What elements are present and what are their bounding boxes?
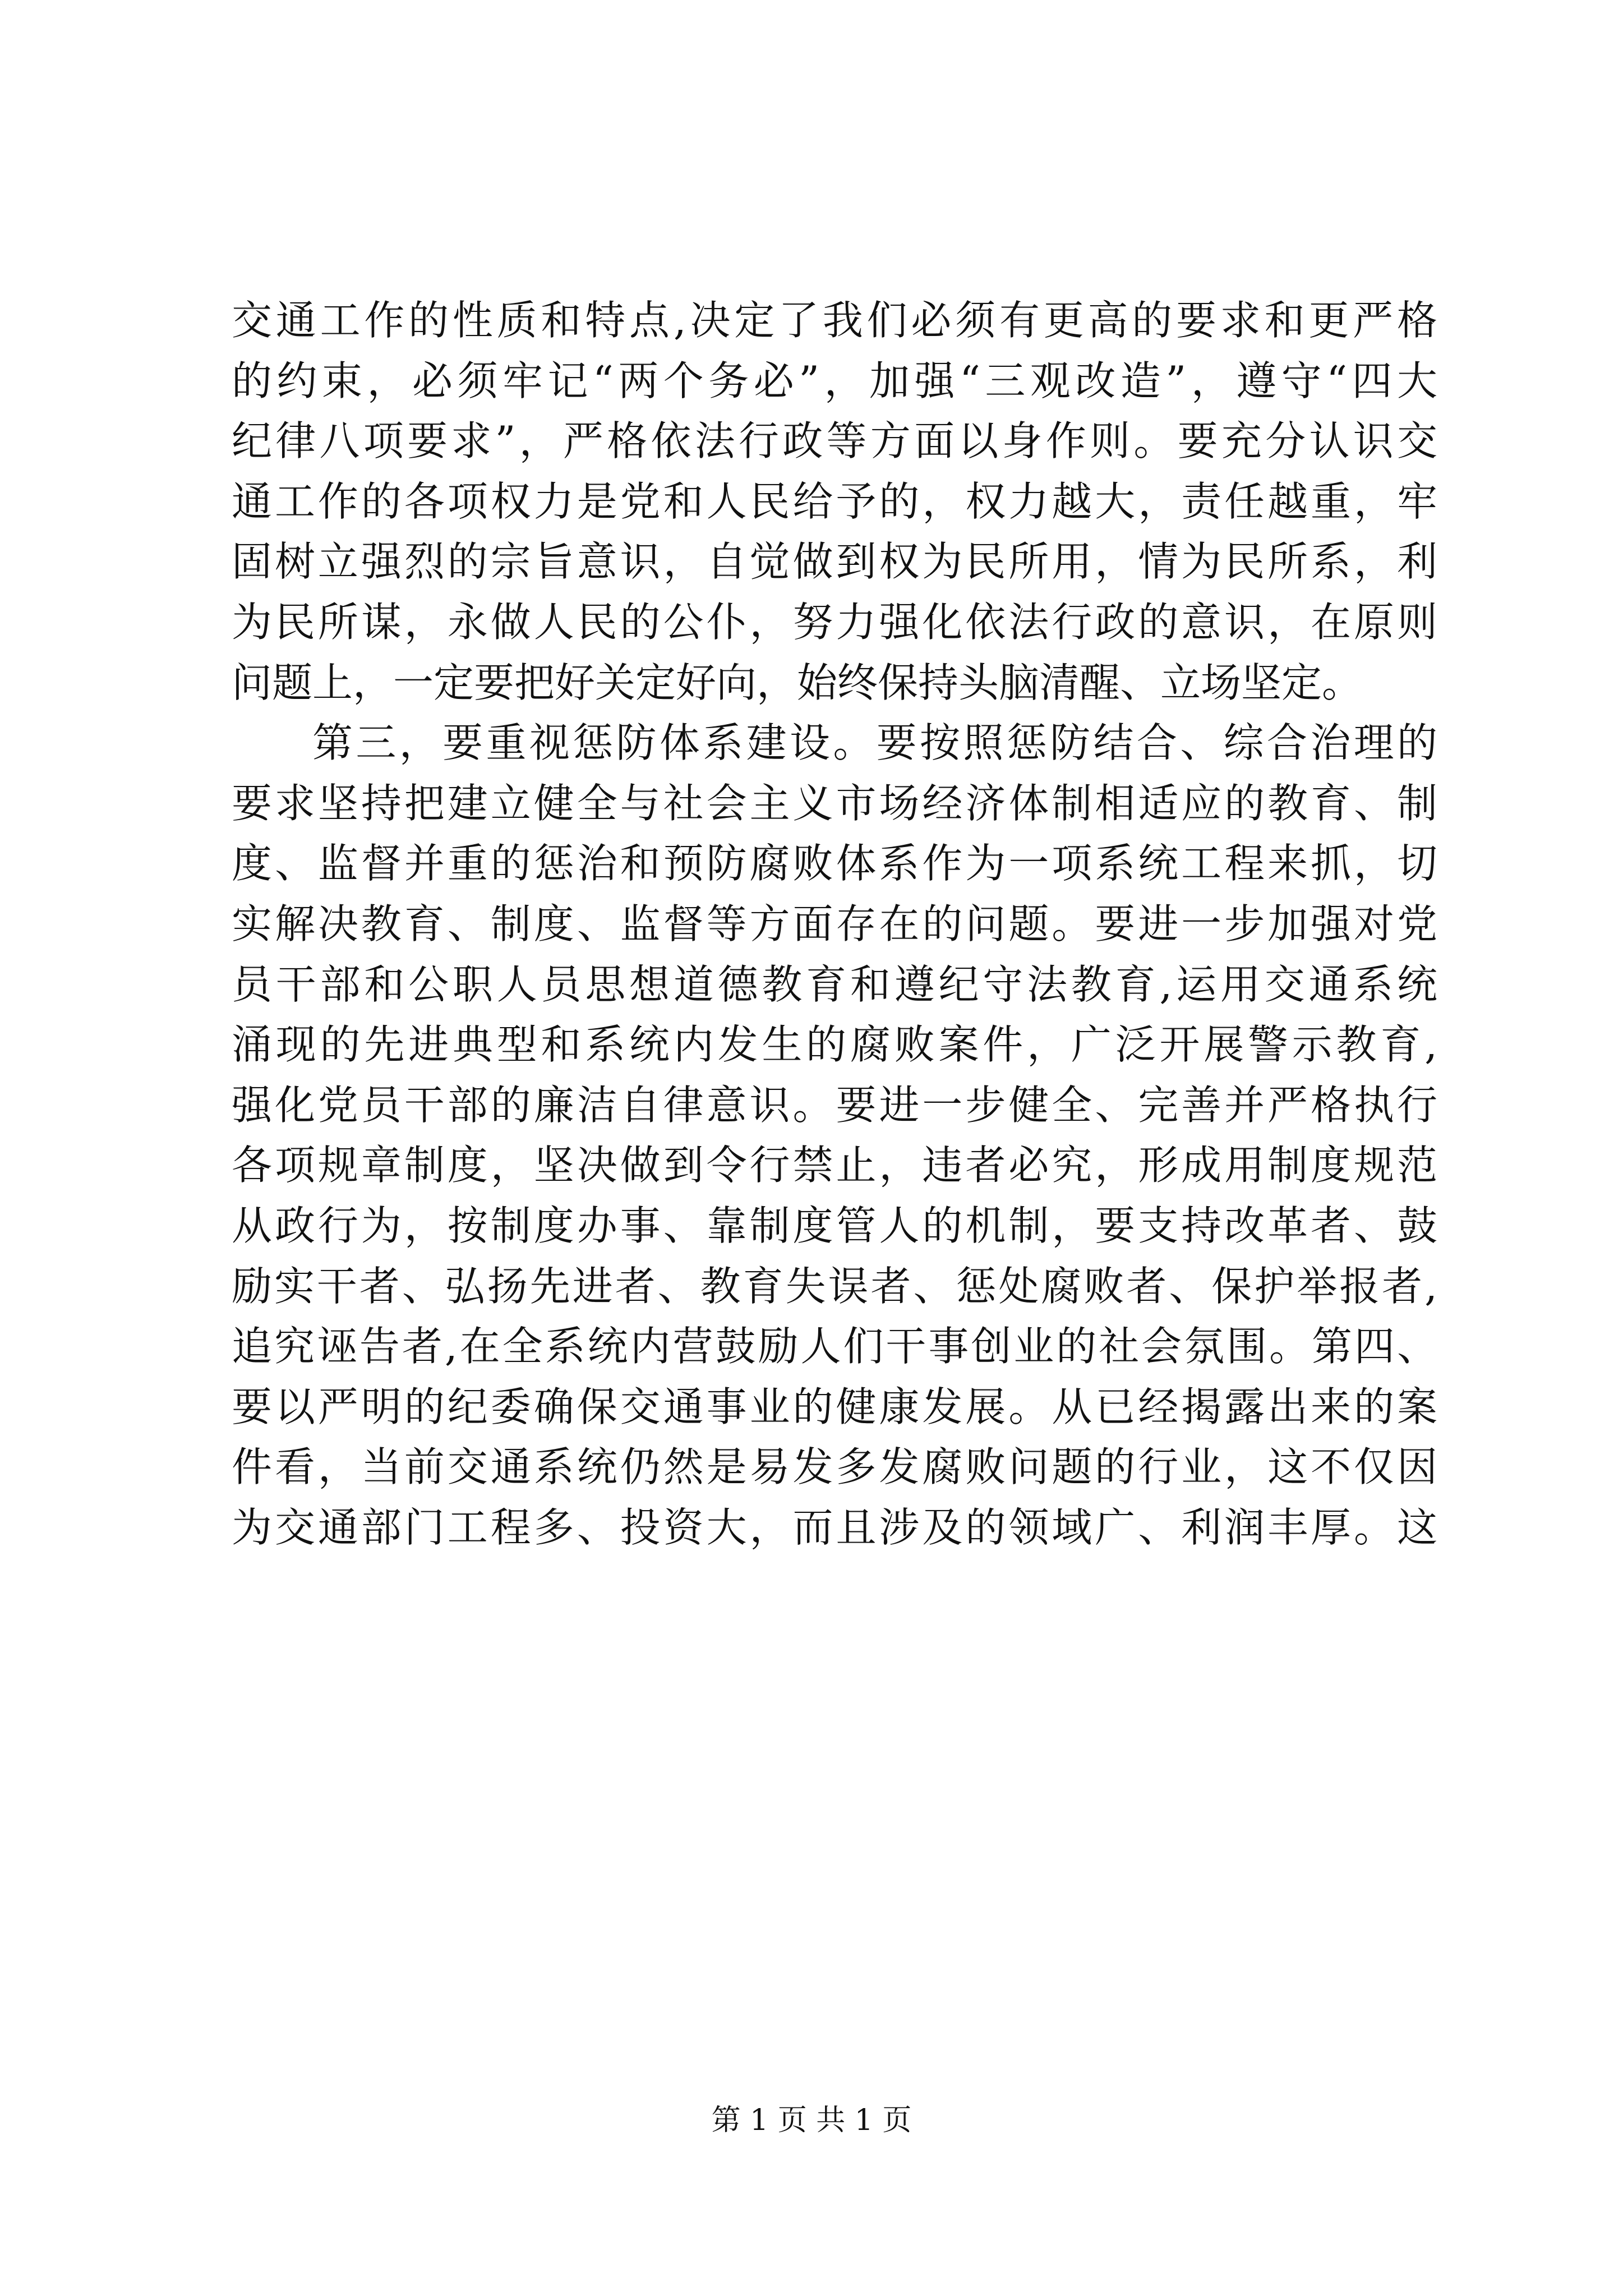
- text-line: 的约束，必须牢记“两个务必”，加强“三观改造”，遵守“四大: [232, 357, 1437, 404]
- text-line: 通工作的各项权力是党和人民给予的，权力越大，责任越重，牢: [232, 477, 1437, 525]
- text-line: 励实干者、弘扬先进者、教育失误者、惩处腐败者、保护举报者,: [232, 1262, 1437, 1310]
- text-line: 实解决教育、制度、监督等方面存在的问题。要进一步加强对党: [232, 900, 1437, 947]
- text-line: 员干部和公职人员思想道德教育和遵纪守法教育,运用交通系统: [232, 960, 1437, 1008]
- text-line: 问题上，一定要把好关定好向，始终保持头脑清醒、立场坚定。: [232, 659, 1363, 706]
- text-line: 要求坚持把建立健全与社会主义市场经济体制相适应的教育、制: [232, 779, 1437, 827]
- text-line: 要以严明的纪委确保交通事业的健康发展。从已经揭露出来的案: [232, 1383, 1437, 1430]
- text-line: 度、监督并重的惩治和预防腐败体系作为一项系统工程来抓，切: [232, 840, 1437, 887]
- text-line: 追究诬告者,在全系统内营鼓励人们干事创业的社会氛围。第四、: [232, 1323, 1437, 1370]
- text-line: 从政行为，按制度办事、靠制度管人的机制，要支持改革者、鼓: [232, 1202, 1437, 1249]
- page-number-footer: 第 1 页 共 1 页: [711, 2104, 912, 2137]
- text-line: 纪律八项要求”，严格依法行政等方面以身作则。要充分认识交: [232, 417, 1437, 465]
- text-line: 涌现的先进典型和系统内发生的腐败案件，广泛开展警示教育,: [232, 1021, 1437, 1069]
- text-line: 为民所谋，永做人民的公仆，努力强化依法行政的意识，在原则: [232, 598, 1437, 646]
- text-line: 交通工作的性质和特点,决定了我们必须有更高的要求和更严格: [232, 297, 1437, 344]
- text-line: 件看，当前交通系统仍然是易发多发腐败问题的行业，这不仅因: [232, 1443, 1437, 1491]
- text-line: 第三，要重视惩防体系建设。要按照惩防结合、综合治理的: [312, 719, 1437, 767]
- text-line: 为交通部门工程多、投资大，而且涉及的领域广、利润丰厚。这: [232, 1503, 1437, 1551]
- text-line: 各项规章制度，坚决做到令行禁止，违者必究，形成用制度规范: [232, 1142, 1437, 1189]
- body-text: [232, 291, 1437, 1558]
- text-line: 固树立强烈的宗旨意识，自觉做到权为民所用，情为民所系，利: [232, 538, 1437, 586]
- text-line: 强化党员干部的廉洁自律意识。要进一步健全、完善并严格执行: [232, 1081, 1437, 1129]
